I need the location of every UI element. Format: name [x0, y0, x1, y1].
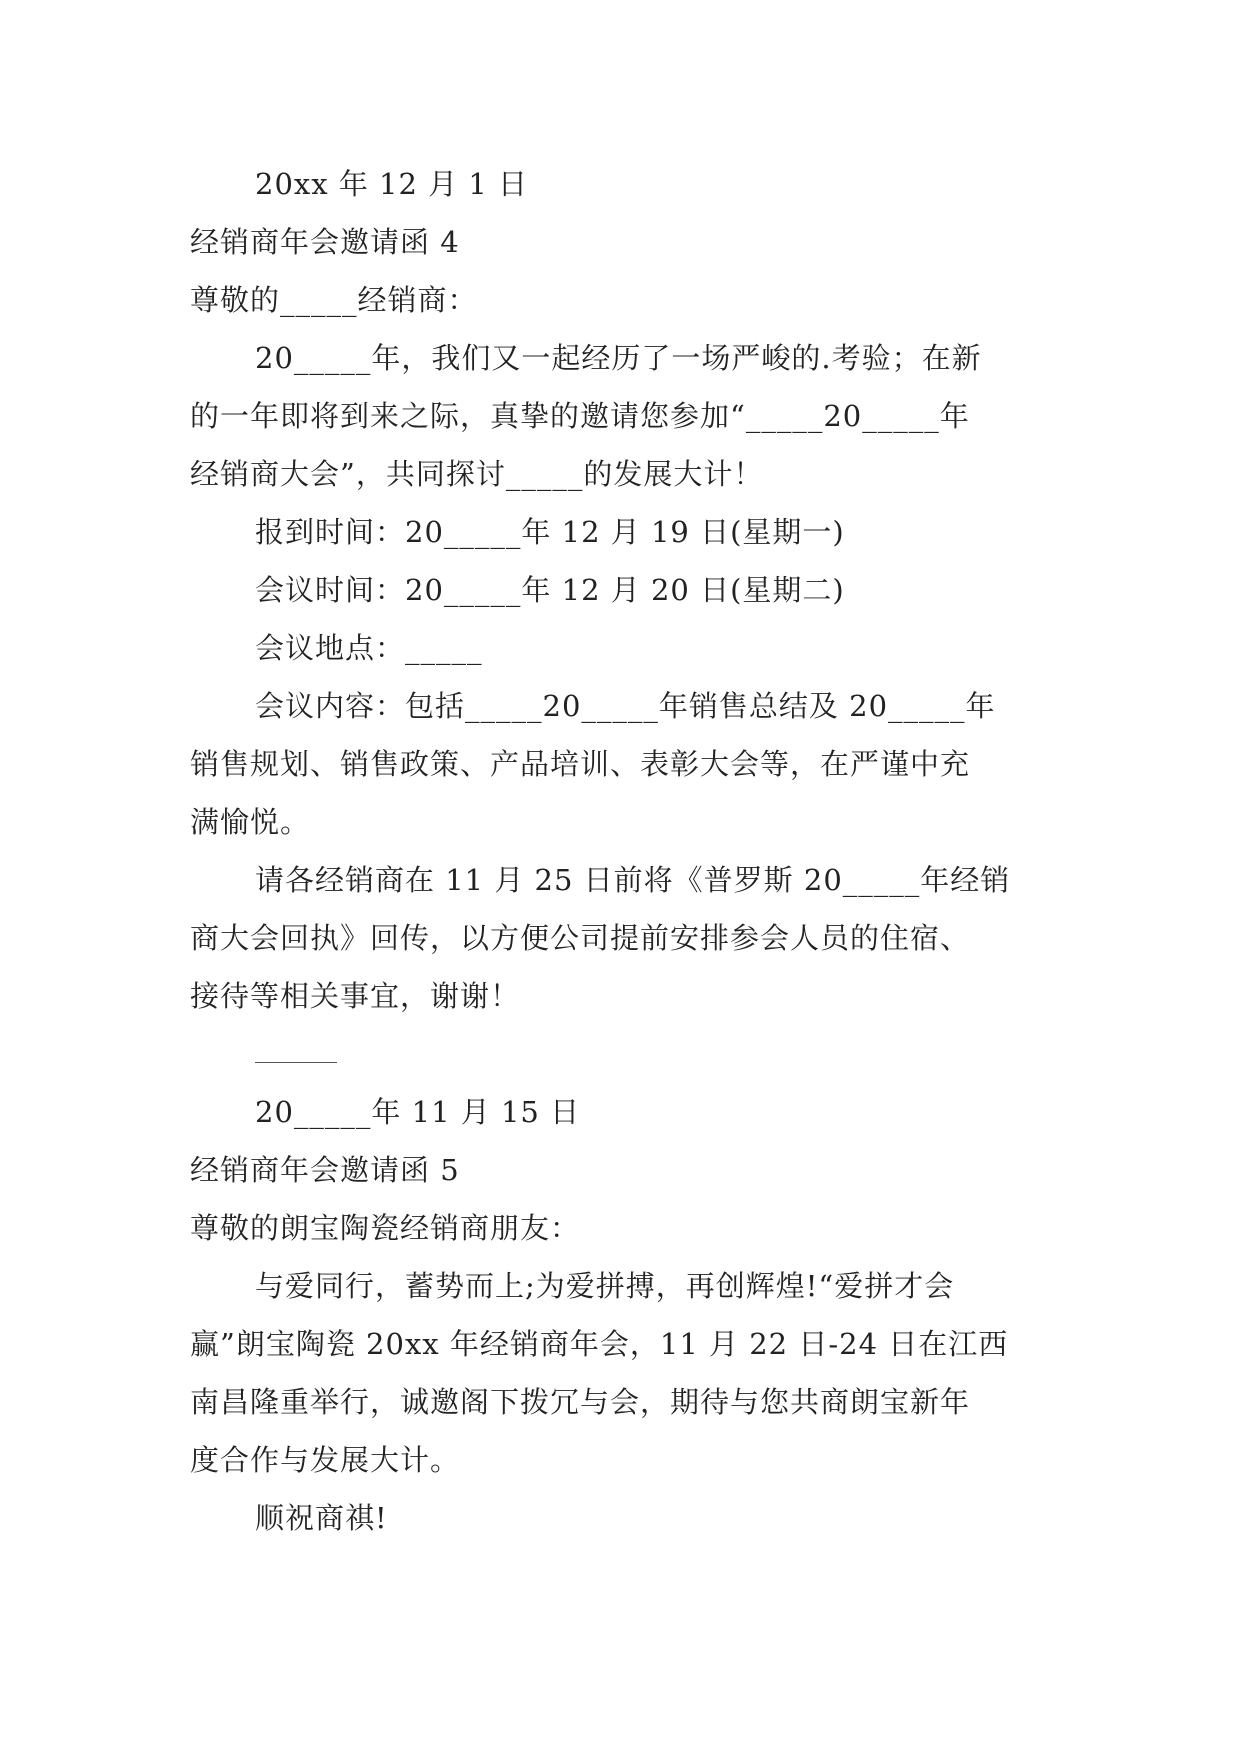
meeting-content-line-3: 满愉悦。	[190, 805, 311, 839]
letter-5-para-line-4: 度合作与发展大计。	[190, 1443, 461, 1477]
meeting-content-line-2: 销售规划、销售政策、产品培训、表彰大会等，在严谨中充	[190, 747, 971, 781]
letter-5-salutation: 尊敬的朗宝陶瓷经销商朋友：	[190, 1211, 581, 1245]
registration-time: 报到时间：20_____年 12 月 19 日(星期一)	[255, 515, 845, 549]
letter-4-date: 20_____年 11 月 15 日	[255, 1095, 581, 1129]
letter-5-para-line-3: 南昌隆重举行，诚邀阁下拨冗与会，期待与您共商朗宝新年	[190, 1385, 971, 1419]
letter-4-para-1-line-2: 的一年即将到来之际，真挚的邀请您参加“_____20_____年	[190, 399, 970, 433]
letter-5-title: 经销商年会邀请函 5	[190, 1153, 460, 1187]
reply-para-line-3: 接待等相关事宜，谢谢！	[190, 979, 521, 1013]
reply-para-line-2: 商大会回执》回传，以方便公司提前安排参会人员的住宿、	[190, 921, 971, 955]
letter-5-para-line-1: 与爱同行，蓄势而上;为爱拼搏，再创辉煌!“爱拼才会	[255, 1269, 955, 1303]
letter-4-salutation: 尊敬的_____经销商：	[190, 283, 478, 317]
letter-4-para-1-line-1: 20_____年，我们又一起经历了一场严峻的.考验；在新	[255, 341, 982, 375]
date-line: 20xx 年 12 月 1 日	[255, 167, 529, 201]
meeting-location: 会议地点：_____	[255, 631, 483, 665]
meeting-content-line-1: 会议内容：包括_____20_____年销售总结及 20_____年	[255, 689, 996, 723]
meeting-time: 会议时间：20_____年 12 月 20 日(星期二)	[255, 573, 845, 607]
letter-4-para-1-line-3: 经销商大会”，共同探讨_____的发展大计！	[190, 457, 764, 491]
letter-4-title: 经销商年会邀请函 4	[190, 225, 460, 259]
closing-greeting: 顺祝商祺!	[255, 1501, 388, 1535]
letter-5-para-line-2: 赢”朗宝陶瓷 20xx 年经销商年会，11 月 22 日-24 日在江西	[190, 1327, 1009, 1361]
signature-blank	[255, 1062, 337, 1063]
reply-para-line-1: 请各经销商在 11 月 25 日前将《普罗斯 20_____年经销	[255, 863, 1011, 897]
